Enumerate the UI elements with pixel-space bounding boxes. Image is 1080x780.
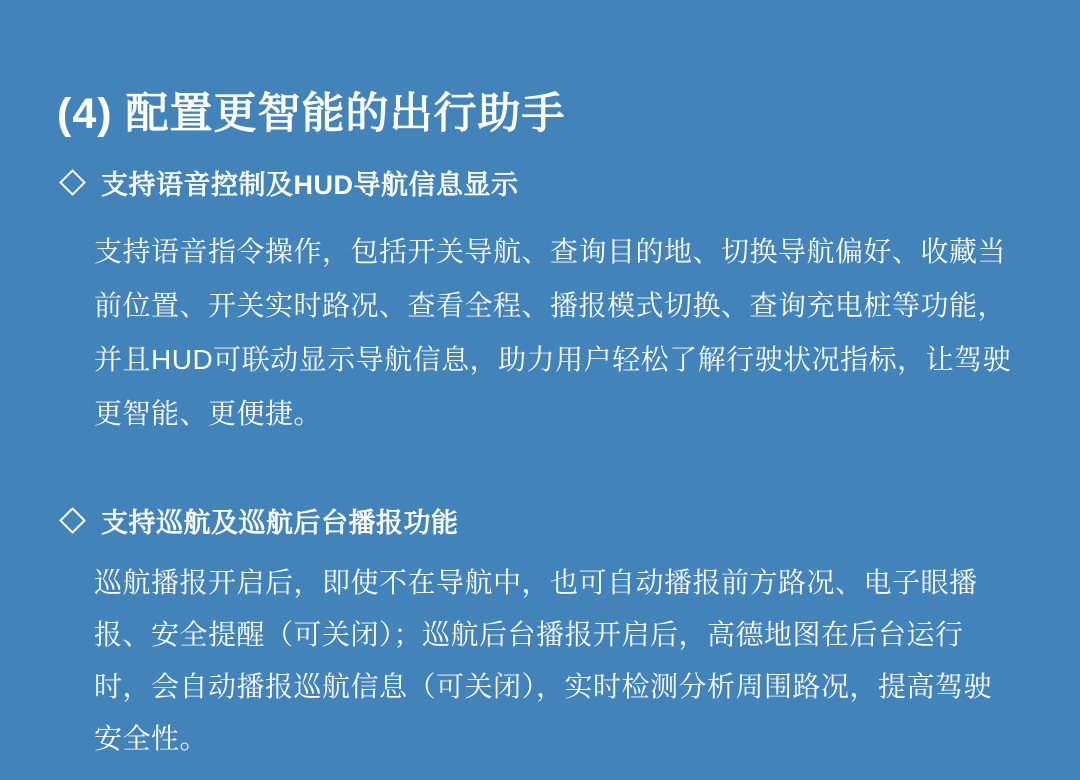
diamond-outline-icon bbox=[59, 169, 86, 196]
paragraph-line: 安全性。 bbox=[94, 723, 209, 754]
paragraph-cruise-broadcast bbox=[94, 557, 1034, 765]
paragraph-line: 并且HUD可联动显示导航信息，助力用户轻松了解行驶状况指标，让驾驶 bbox=[94, 344, 1012, 375]
section-heading-label: 支持巡航及巡航后台播报功能 bbox=[101, 508, 459, 538]
paragraph-line: 支持语音指令操作，包括开关导航、查询目的地、切换导航偏好、收藏当 bbox=[94, 236, 1007, 267]
paragraph-line: 前位置、开关实时路况、查看全程、播报模式切换、查询充电桩等功能， bbox=[94, 290, 1007, 321]
paragraph-line: 更智能、更便捷。 bbox=[94, 398, 323, 429]
section-heading-voice-hud bbox=[60, 163, 519, 202]
paragraph-line: 时，会自动播报巡航信息（可关闭），实时检测分析周围路况，提高驾驶 bbox=[94, 671, 993, 702]
diamond-outline-icon bbox=[59, 507, 86, 534]
paragraph-line: 报、安全提醒（可关闭）；巡航后台播报开启后，高德地图在后台运行 bbox=[94, 619, 964, 650]
page-title: (4) 配置更智能的出行助手 bbox=[57, 90, 566, 138]
section-heading-label: 支持语音控制及HUD导航信息显示 bbox=[101, 170, 519, 200]
paragraph-line: 巡航播报开启后，即使不在导航中，也可自动播报前方路况、电子眼播 bbox=[94, 567, 978, 598]
paragraph-voice-hud bbox=[94, 225, 1034, 441]
section-heading-cruise-broadcast bbox=[60, 501, 459, 540]
